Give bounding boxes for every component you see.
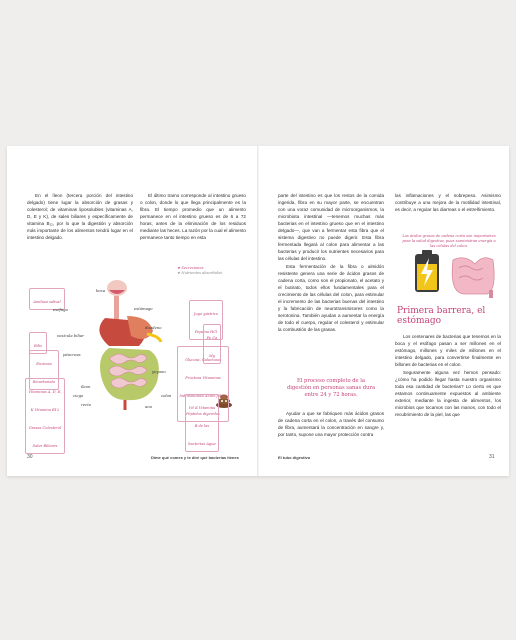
label-anus: ano	[145, 404, 152, 409]
legend-secretions: Secreciones	[181, 266, 204, 270]
label-cecum: ciego	[73, 393, 84, 398]
label-esophagus: esófago	[53, 307, 68, 312]
paragraph: parte del intestino es que los restos de la comida ingerida, fibra en su mayor parte, se encuentran con una voraz comunidad de microorganismos, la microbiota intestinal —tenemos muchas más bacterias en el intestino grueso que en el intestino delgado—, que van a fermentar esta fibra que el sistema digestivo no puede digerir. Esta fibra fermentada llegará al colon para alimentar a las bacterias y producir los nutrientes necesarios para las células del intestino.	[278, 193, 384, 261]
paragraph: El último tramo corresponde al intestino grueso o colon, donde lo que llega principalmente es la fibra. El tiempo promedio que un alimento permanece en el intestino grueso es de 6 a 72 horas, antes de la eliminación de los residuos mediante las heces. La razón por la cual el alimento permanece tanto tiempo en esta	[140, 193, 246, 240]
vitamins-box: Vitaminas A, D, E, K Vitamina B12 Grasas Colesterol Sales Biliares	[25, 378, 65, 454]
right-col-1-end	[278, 410, 384, 439]
legend: ★ Secreciones ★ Nutrientes absorbidos	[177, 266, 223, 275]
paragraph: las inflamaciones y el sobrepeso. Asimismo contribuye a una mejora de la motilidad intestinal, es decir, a regular las diarreas o el estreñimiento.	[395, 193, 501, 212]
label-pancreas: páncreas	[63, 352, 81, 357]
page-number-right: 31	[489, 454, 495, 460]
label-ileum: íleon	[81, 384, 91, 389]
digestive-system-illustration	[87, 276, 187, 416]
section-heading: Primera barrera, el estómago	[397, 306, 486, 326]
label-rectum: recto	[81, 402, 92, 407]
right-col-2-body	[395, 333, 501, 419]
colon-absorption-box: Vit K Vitamina B de las bacterias Agua	[185, 394, 219, 452]
left-col-2	[140, 192, 246, 242]
label-stomach: estómago	[134, 306, 153, 311]
enzymes-box: Enzimas Bicarbonato	[29, 350, 59, 390]
label-mouth: boca	[96, 288, 106, 293]
running-head-right: El tubo digestivo	[278, 455, 311, 460]
margin-note: Los ácidos grasos de cadena corta son importantes para la salud digestiva, pues suministran energía a las células del colon.	[402, 234, 496, 248]
battery-intestine-illustration	[405, 250, 501, 300]
paragraph: Ayudar a que se fabriquen más ácidos grasos de cadena corta en el colon, a través del consumo de fibra, aumentará la concentración en sangre y, por tanto, supone una mayor protección contra	[278, 411, 384, 437]
label-colon: colon	[161, 393, 172, 398]
bile-box: Bilis	[29, 332, 47, 354]
book-spread	[7, 146, 509, 476]
gutter	[257, 146, 259, 476]
label-gallbladder: vesícula biliar	[57, 333, 84, 338]
minerals-box: Fe Ca Mg	[203, 324, 221, 364]
label-duodenum: duodeno	[145, 325, 162, 330]
right-col-1	[278, 192, 384, 334]
left-col-1	[27, 192, 133, 242]
pull-quote: El proceso completo de la digestión en personas sanas dura entre 24 y 72 horas.	[286, 378, 376, 398]
label-jejunum: yeyuno	[152, 369, 166, 374]
running-head-left: Dime qué comes y te diré qué bacterias tienes	[151, 455, 239, 460]
saliva-box: Amilasa salival	[29, 288, 65, 310]
legend-absorbed: Nutrientes absorbidos	[181, 270, 223, 275]
paragraph: En el íleon (tercera porción del intestino delgado) tiene lugar la absorción de grasas y colesterol; de vitaminas liposolubles (vitaminas A, D, E y K), de sales biliares y específicamente de vitamina B₁₂, por lo que la digestión y absorción más importante de los alimentos tendrá lugar en el intestino delgado.	[27, 193, 133, 240]
paragraph: Seguramente alguna vez hemos pensado: ¿cómo ha podido llegar hasta nuestro organismo toda esa cantidad de bacterias? Lo cierto es que estamos continuamente expuestos al ambiente exterior, mediante la ingesta de alimentos, los microbios que tocamos con las manos, con todo el recubrimiento de la piel, las que	[395, 370, 501, 417]
gastric-juice-box: Jugo gástrico Pepsina HCl	[189, 300, 223, 340]
page-number-left: 30	[27, 454, 33, 460]
paragraph: Los centenares de bacterias que tenemos en la boca y el esófago pasan a ser millones en el estómago, millones y miles de millones en el intestino delgado, para convertirse finalmente en billones de bacterias en el colon.	[395, 334, 501, 367]
right-col-2	[395, 192, 501, 214]
absorbed-sugars-box: Glucosa, Galactosa, Fructosa Vitaminas hidrosolubles Ácido fólico Péptidos digeridos	[177, 346, 229, 422]
paragraph: Esta fermentación de la fibra o almidón resistente genera una serie de ácidos grasos de cadena corta, como son el propionato, el acetato y el butirato, todos ellos fundamentales para el crecimiento de las células del colon, para estimular el incremento de las bacterias buenas del intestino y la fabricación de neurotransmisores como la serotonina. También ayudan a aumentar la energía de todo el cuerpo, regular el colesterol y estimular la combustión de las grasas.	[278, 264, 384, 332]
